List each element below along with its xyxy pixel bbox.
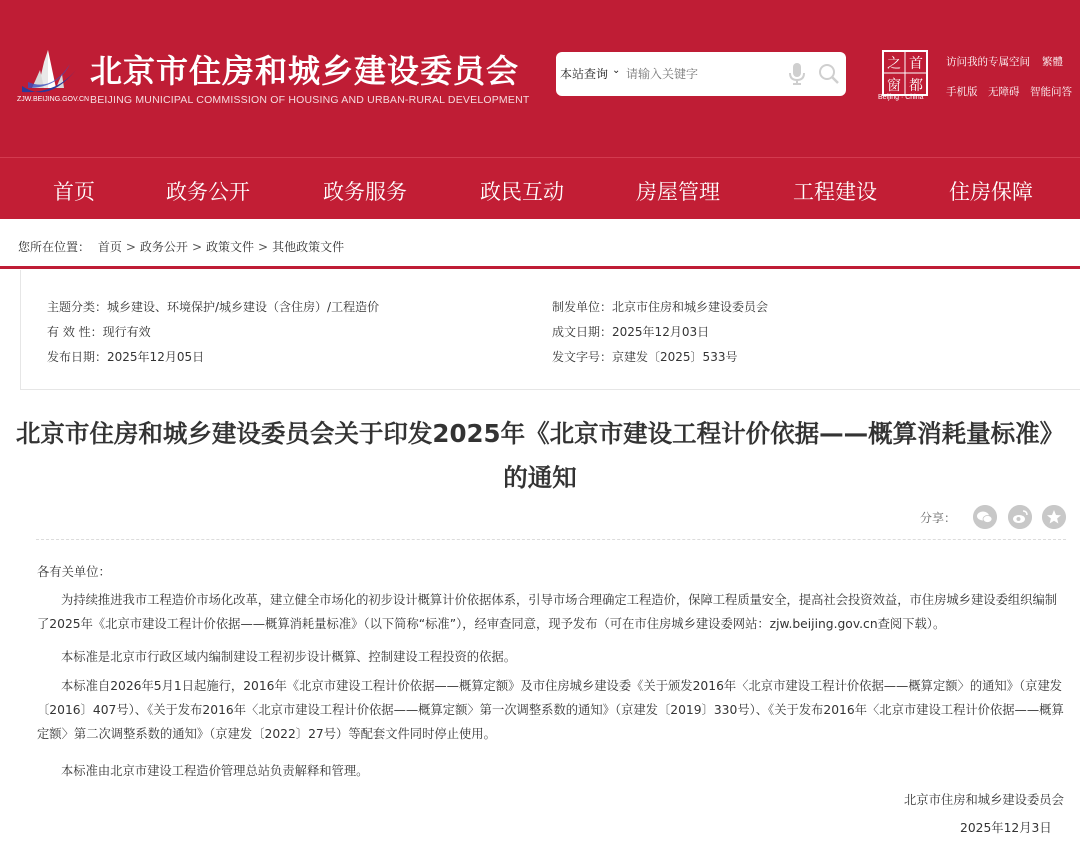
meta-validity-value: 现行有效: [102, 325, 151, 339]
article-title: [0, 412, 1080, 500]
meta-issuer-label: 制发单位：: [552, 300, 613, 314]
favorite-icon[interactable]: [1042, 505, 1066, 529]
meta-written-date: [552, 323, 709, 340]
title-divider: [36, 539, 1066, 540]
nav-item-housing-management[interactable]: 房屋管理: [636, 180, 720, 204]
document-meta: [20, 270, 1080, 390]
breadcrumb-separator: >: [191, 240, 202, 254]
article-salutation: 各有关单位：: [37, 565, 111, 579]
breadcrumb-separator: >: [258, 240, 269, 254]
capital-char-1: 首: [909, 56, 923, 72]
main-nav: [0, 157, 1080, 219]
meta-topic-value: 城乡建设、环境保护/城乡建设（含住房）/工程造价: [107, 300, 380, 314]
meta-issuer-value: 北京市住房和城乡建设委员会: [612, 300, 769, 314]
breadcrumb-other-policy-documents[interactable]: 其他政策文件: [272, 240, 345, 254]
traditional-chinese-link[interactable]: 繁體: [1042, 56, 1063, 68]
site-title[interactable]: 北京市住房和城乡建设委员会: [90, 52, 520, 90]
meta-written-date-value: 2025年12月03日: [612, 325, 710, 339]
meta-doc-number-value: 京建发〔2025〕533号: [612, 350, 738, 364]
chevron-down-icon[interactable]: ⌄: [612, 65, 621, 76]
search-scope-select[interactable]: 本站查询: [560, 67, 609, 81]
logo-domain-text: ZJW.BEIJING.GOV.CN: [17, 96, 90, 103]
meta-issuer: [552, 298, 768, 315]
article-title-line-1: 北京市住房和城乡建设委员会关于印发2025年《北京市建设工程计价依据——概算消耗量标准》: [15, 419, 1065, 448]
site-subtitle: BEIJING MUNICIPAL COMMISSION OF HOUSING AND URBAN-RURAL DEVELOPMENT: [90, 94, 530, 106]
meta-publish-date-value: 2025年12月05日: [107, 350, 205, 364]
meta-topic: [47, 298, 379, 315]
article-sign-date: 2025年12月3日: [960, 821, 1052, 835]
nav-item-government-affairs[interactable]: 政务公开: [166, 180, 250, 204]
search-box: [556, 52, 846, 96]
capital-char-3: 都: [909, 78, 923, 94]
site-header: [0, 0, 1080, 157]
breadcrumb-divider: [0, 266, 1080, 269]
meta-topic-label: 主题分类：: [47, 300, 108, 314]
breadcrumb-policy-documents[interactable]: 政策文件: [206, 240, 255, 254]
article-signature: 北京市住房和城乡建设委员会: [904, 793, 1064, 807]
accessibility-link[interactable]: 无障碍: [988, 86, 1020, 98]
nav-item-construction[interactable]: 工程建设: [793, 180, 877, 204]
smart-qa-link[interactable]: 智能问答: [1030, 86, 1072, 98]
search-input[interactable]: [626, 62, 776, 86]
breadcrumb: [18, 238, 344, 255]
special-space-link[interactable]: 访问我的专属空间: [946, 56, 1030, 68]
breadcrumb-prefix: 您所在位置：: [18, 240, 91, 254]
share-label: 分享：: [920, 511, 957, 525]
breadcrumb-home[interactable]: 首页: [97, 240, 122, 254]
microphone-icon[interactable]: [788, 62, 806, 86]
article-paragraph-2: 本标准是北京市行政区域内编制建设工程初步设计概算、控制建设工程投资的依据。: [61, 650, 516, 664]
meta-doc-number-label: 发文字号：: [552, 350, 613, 364]
meta-written-date-label: 成文日期：: [552, 325, 613, 339]
capital-char-4: 窗: [887, 78, 901, 94]
nav-item-government-services[interactable]: 政务服务: [323, 180, 407, 204]
meta-publish-date: [47, 348, 204, 365]
breadcrumb-government-affairs[interactable]: 政务公开: [139, 240, 188, 254]
meta-validity-label: 有 效 性：: [47, 325, 103, 339]
nav-item-home[interactable]: 首页: [53, 180, 95, 204]
article-paragraph-1: 为持续推进我市工程造价市场化改革，建立健全市场化的初步设计概算计价依据体系，引导市场合理确定工程造价，保障工程质量安全，提高社会投资效益，市住房城乡建设委组织编制了2025年《北京市建设工程计价依据——概算消耗量标准》（以下简称“标准”），经审查同意，现予发布（可在市住房城乡建设委网站：zjw.beijing.gov.cn查阅下载）。: [37, 593, 1058, 631]
meta-validity: [47, 323, 151, 340]
meta-doc-number: [552, 348, 737, 365]
capital-char-2: 之: [887, 56, 901, 72]
breadcrumb-separator: >: [125, 240, 136, 254]
capital-logo-caption: Beijing · China: [878, 94, 924, 101]
article-title-line-2: 的通知: [503, 463, 577, 492]
article-paragraph-4: 本标准由北京市建设工程造价管理总站负责解释和管理。: [61, 764, 369, 778]
wechat-icon[interactable]: [973, 505, 997, 529]
mobile-version-link[interactable]: 手机版: [946, 86, 978, 98]
weibo-icon[interactable]: [1008, 505, 1032, 529]
meta-publish-date-label: 发布日期：: [47, 350, 108, 364]
nav-item-housing-security[interactable]: 住房保障: [949, 180, 1033, 204]
article-paragraph-3: 本标准自2026年5月1日起施行，2016年《北京市建设工程计价依据——概算定额》及市住房城乡建设委《关于颁发2016年〈北京市建设工程计价依据——概算定额〉的通知》（京建发〔2016〕407号）、《关于发布2016年〈北京市建设工程计价依据——概算定额〉第一次调整系数的通知》（京建发〔2019〕330号）、《关于发布2016年〈北京市建设工程计价依据——概算定额〉第二次调整系数的通知》（京建发〔2022〕27号）等配套文件同时停止使用。: [37, 679, 1064, 741]
nav-item-public-interaction[interactable]: 政民互动: [480, 180, 564, 204]
search-icon[interactable]: [818, 63, 840, 85]
